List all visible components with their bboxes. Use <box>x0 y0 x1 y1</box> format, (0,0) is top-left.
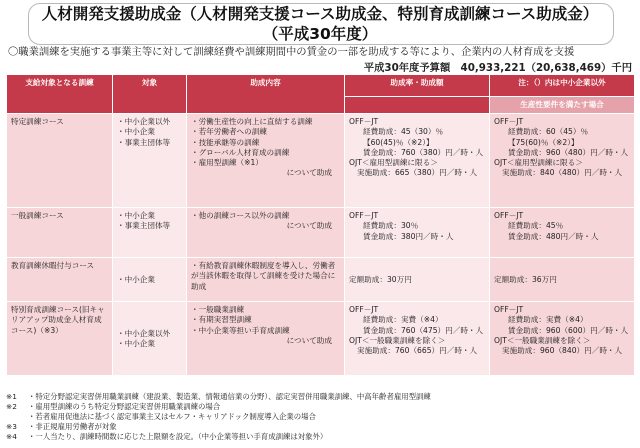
table-row <box>7 208 635 258</box>
rate-line: 【75(60)％（※2）】 <box>508 137 579 147</box>
rate-line: 経費助成：45（30）％ <box>363 127 444 137</box>
footnote <box>6 422 634 432</box>
rate-line: 賃金助成：960（480）円／時・人 <box>508 147 629 157</box>
target-item: ・事業主団体等 <box>117 221 171 231</box>
budget-amount: 平成30年度予算額 40,933,221（20,638,469）千円 <box>363 62 632 74</box>
training-name: 特別育成訓練コース(旧キャリアアップ助成金人材育成コース)（※3） <box>7 302 113 376</box>
rate-line: 【60(45)％（※2）】 <box>363 137 434 147</box>
rate-productivity-cell <box>490 258 635 302</box>
rate-cell <box>345 208 490 258</box>
header-note: 注：（）内は中小企業以外 <box>490 75 635 97</box>
rate-line: OFF－JT <box>494 211 524 221</box>
target-cell <box>113 114 187 208</box>
rate-line: 実施助成：760（665）円／時・人 <box>357 346 478 356</box>
footnote <box>6 392 634 402</box>
rate-line: 賃金助成：380円／時・人 <box>363 231 454 241</box>
content-tail: について助成 <box>286 168 332 178</box>
rate-line: 実施助成：960（840）円／時・人 <box>502 346 623 356</box>
rate-line: 経費助成：30％ <box>363 221 419 231</box>
header-training: 支給対象となる訓練 <box>7 75 113 114</box>
rate-productivity-cell <box>490 208 635 258</box>
content-cell <box>187 302 345 376</box>
table-row <box>7 114 635 208</box>
rate-cell <box>345 302 490 376</box>
table-row <box>7 302 635 376</box>
target-item: ・中小企業 <box>117 338 155 348</box>
rate-line: OFF－JT <box>349 117 379 127</box>
rate-line: 経費助成：実費（※4） <box>508 315 588 325</box>
content-cell <box>187 114 345 208</box>
rate-line: OFF－JT <box>494 305 524 315</box>
rate-line: 賃金助成：760（475）円／時・人 <box>363 325 484 335</box>
target-cell <box>113 208 187 258</box>
target-cell <box>113 258 187 302</box>
rate-line: 経費助成：実費（※4） <box>363 315 443 325</box>
content-item: ・グローバル人材育成の訓練 <box>191 147 290 157</box>
footnote-text: ・非正規雇用労働者が対象 <box>28 422 117 431</box>
rate-line: 賃金助成：960（600）円／時・人 <box>508 325 629 335</box>
footnote-text: ・若者雇用促進法に基づく認定事業主又はセルフ・キャリアドック制度導入企業の場合 <box>28 412 316 421</box>
training-name: 一般訓練コース <box>7 208 113 258</box>
table-row <box>7 258 635 302</box>
rate-line: OJT＜一般職業訓練を除く＞ <box>349 335 446 345</box>
rate-line: 定額助成：30万円 <box>349 274 412 284</box>
header-content: 助成内容 <box>187 75 345 114</box>
page-title <box>0 4 640 44</box>
content-item: ・労働生産性の向上に直結する訓練 <box>191 117 313 127</box>
content-item: ・一般職業訓練 <box>191 305 245 315</box>
footnote-mark: ※2 <box>6 402 17 411</box>
rate-cell <box>345 258 490 302</box>
training-name: 教育訓練休暇付与コース <box>7 258 113 302</box>
content-item: ・雇用型訓練（※1） <box>191 158 263 168</box>
subsidy-table <box>6 74 635 376</box>
footnote <box>6 432 634 442</box>
rate-cell <box>345 114 490 208</box>
footnote-mark: ※3 <box>6 422 17 431</box>
header-rate-blank <box>345 97 490 114</box>
title-line-1: 人材開発支援助成金（人材開発支援コース助成金、特別育成訓練コース助成金） <box>41 5 599 23</box>
footnote-text: ・特定分野認定実習併用職業訓練（建設業、製造業、情報通信業の分野）、認定実習併用職業訓練、中高年齢者雇用型訓練 <box>28 392 431 401</box>
footnotes <box>6 392 634 442</box>
footnote <box>6 402 634 412</box>
rate-line: 実施助成：840（480）円／時・人 <box>502 168 623 178</box>
rate-line: 定額助成：36万円 <box>494 274 557 284</box>
target-item: ・中小企業以外 <box>117 117 171 127</box>
content-item: ・有給教育訓練休暇制度を導入し、労働者が当該休暇を取得して訓練を受けた場合に助成 <box>191 261 336 291</box>
content-item: ・有期実習型訓練 <box>191 315 252 325</box>
rate-line: 実施助成：665（380）円／時・人 <box>357 168 478 178</box>
header-rate: 助成率・助成額 <box>345 75 490 97</box>
footnote <box>6 412 634 422</box>
rate-productivity-cell <box>490 114 635 208</box>
content-item: ・他の訓練コース以外の訓練 <box>191 211 290 221</box>
target-item: ・事業主団体等 <box>117 137 171 147</box>
target-item: ・中小企業 <box>117 211 155 221</box>
footnote-mark: ※1 <box>6 392 17 401</box>
header-productivity: 生産性要件を満たす場合 <box>490 97 635 114</box>
header-target: 対象 <box>113 75 187 114</box>
title-line-2: （平成30年度） <box>262 25 378 43</box>
rate-line: OFF－JT <box>349 211 379 221</box>
content-tail: について助成 <box>286 221 332 231</box>
target-item: ・中小企業以外 <box>117 328 171 338</box>
intro-text: 〇職業訓練を実施する事業主等に対して訓練経費や訓練期間中の賃金の一部を助成する等により、企業内の人材育成を支援 <box>8 46 575 58</box>
content-tail: について助成 <box>286 335 332 345</box>
content-item: ・若年労働者への訓練 <box>191 127 267 137</box>
rate-line: OJT＜雇用型訓練に限る＞ <box>349 158 438 168</box>
rate-line: 経費助成：60（45）％ <box>508 127 589 137</box>
content-cell <box>187 208 345 258</box>
rate-line: OFF－JT <box>349 305 379 315</box>
footnote-text: ・雇用型訓練のうち特定分野認定実習併用職業訓練の場合 <box>28 402 221 411</box>
rate-line: OFF－JT <box>494 117 524 127</box>
target-item: ・中小企業 <box>117 274 155 284</box>
rate-line: OJT＜一般職業訓練を除く＞ <box>494 335 591 345</box>
content-cell <box>187 258 345 302</box>
target-item: ・中小企業 <box>117 127 155 137</box>
footnote-mark: ※4 <box>6 432 17 441</box>
rate-productivity-cell <box>490 302 635 376</box>
target-cell <box>113 302 187 376</box>
training-name: 特定訓練コース <box>7 114 113 208</box>
content-item: ・中小企業等担い手育成訓練 <box>191 325 290 335</box>
rate-line: 経費助成：45％ <box>508 221 564 231</box>
rate-line: 賃金助成：760（380）円／時・人 <box>363 147 484 157</box>
content-item: ・技能承継等の訓練 <box>191 137 260 147</box>
rate-line: 賃金助成：480円／時・人 <box>508 231 599 241</box>
rate-line: OJT＜雇用型訓練に限る＞ <box>494 158 583 168</box>
footnote-text: ・一人当たり、訓練時間数に応じた上限額を設定。（中小企業等担い手育成訓練は対象外） <box>28 432 328 441</box>
